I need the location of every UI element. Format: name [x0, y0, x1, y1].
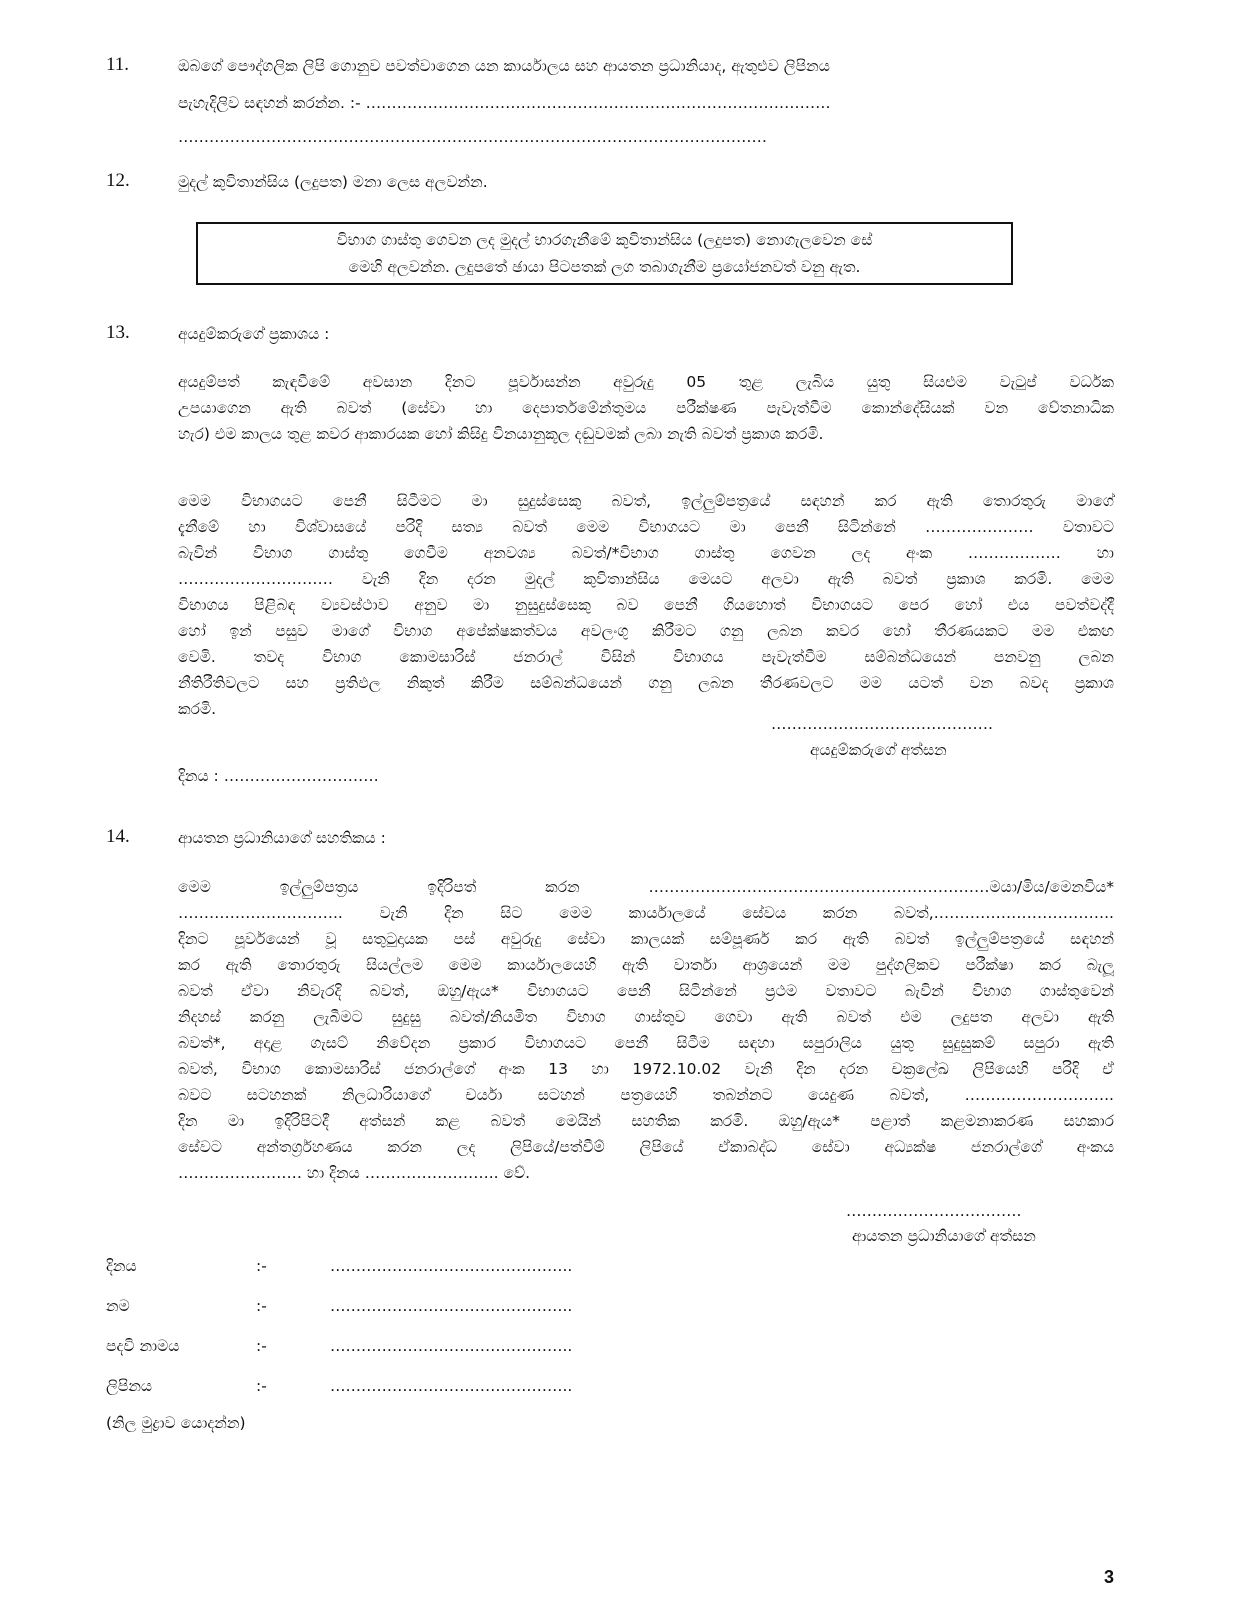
receipt-box-line-2: මෙහි අලවන්න. ලදුපතේ ඡායා පිටපතක් ලග තබාගැනීම ප්‍රයෝජනවත් වනු ඇත.	[348, 258, 861, 276]
field-separator: :-	[256, 1257, 267, 1275]
certificate-line: බවට සටහනක් නිලධාරියාගේ චර්යා සටහන් පත්‍රයෙහි තබන්නට යෙදුණ බවත්, ………………………..	[178, 1086, 1114, 1104]
section-12-text: මුදල් කුවිතාන්සිය (ලදුපත) මනා ලෙස අලවන්න.	[178, 173, 488, 191]
field-name-input[interactable]: ………………………………………..	[330, 1297, 573, 1315]
certificate-line: බවත් ඒවා නිවැරදි බවත්, ඔහු/ඇය* විභාගයට පෙනී සිටින්නේ ප්‍රථම වතාවට බැවින් විභාග ගාස්තුවෙන්	[178, 982, 1114, 1000]
declaration-p2-line: දැනීමේ හා විශ්වාසයේ පරිදි සත්‍ය බවත් මෙම විභාගයට මා පෙනී සිටින්නේ ………………… වතාවට	[178, 518, 1114, 536]
field-separator: :-	[256, 1297, 267, 1315]
declaration-p1-line: හැර) එම කාලය තුළ කවර ආකාරයක හෝ කිසිදු විනයානුකූල දඬුවමක් ලබා නැති බවත් ප්‍රකාශ කරමි.	[178, 425, 824, 443]
head-of-institution-certificate-paragraph	[178, 874, 1114, 1186]
certificate-line: දිනට පූර්වයෙන් වූ සතුටුදායක පස් අවුරුදු සේවා කාලයක් සම්පූර්ණ කර ඇති බවත් ඉල්ලුම්පත්‍රයේ සඳහන්	[178, 930, 1114, 948]
certificate-line: ………………………….. වැනි දින සිට මෙම කාර්යාලයේ සේවය කරන බවත්,……………………………..	[178, 904, 1114, 922]
declaration-p2-line: නීතිරීතිවලට සහ ප්‍රතිඵල නිකුත් කිරීම සම්බන්ධයෙන් ගනු ලබන තීරණවලට මම යටත් වන බවද ප්‍රකාශ	[178, 674, 1114, 692]
field-label-name: නම	[106, 1297, 130, 1315]
applicant-date-line: දිනය : …………………………	[178, 767, 379, 785]
section-12-number: 12.	[106, 170, 130, 191]
page-number: 3	[1104, 1567, 1115, 1587]
field-label-designation: පදවි නාමය	[106, 1337, 180, 1355]
applicant-signature-line: …………………………………….	[771, 715, 993, 733]
declaration-p2-line: වෙමි. තවද විභාග කොමසාරිස් ජනරාල් විසින් විභාගය පැවැත්වීම සම්බන්ධයෙන් පනවනු ලබන	[178, 648, 1114, 666]
declaration-p1-line: උපයාගෙන ඇති බවත් (සේවා හා දෙපාර්තමේන්තුමය පරීක්ෂණ පැවැත්වීම කොන්දේසියක් වන වේතනාධික	[178, 399, 1114, 417]
declaration-p2-line: කරමි.	[178, 700, 217, 718]
declaration-p2-line: හෝ ඉන් පසුව මාගේ විභාග අපේක්ෂකත්වය අවලංගු කිරීමට ගනු ලබන කවර හෝ තීරණයකට මම එකඟ	[178, 622, 1114, 640]
field-designation-input[interactable]: ………………………………………..	[330, 1337, 573, 1355]
declaration-p1-line: අයදුම්පත් කැඳවීමේ අවසාන දිනට පූර්වාසන්න අවුරුදු 05 තුළ ලැබිය යුතු සියළුම වැටුප් වර්ධක	[178, 373, 1114, 391]
certificate-line: නිදහස් කරනු ලැබීමට සුදුසු බවත්/නියමිත විභාග ගාස්තුව ගෙවා ඇති බවත් එම ලදුපත අලවා ඇති	[178, 1008, 1114, 1026]
field-date-input[interactable]: ………………………………………..	[330, 1257, 573, 1275]
receipt-box-line-1: විභාග ගාස්තු ගෙවන ලද මුදල් භාරගැනීමේ කුවිතාන්සිය (ලදුපත) නොගැලවෙන සේ	[336, 231, 873, 249]
certificate-line: සේවට අන්තර්ග්‍රහණය කරන ලද ලිපියේ/පත්වීම් ලිපියේ ඒකාබද්ධ සේවා අධ්‍යක්ෂ ජනරාල්ගේ අංකය	[178, 1138, 1114, 1156]
section-11-line-1: ඔබගේ පෞද්ගලික ලිපි ගොනුව පවත්වාගෙන යන කාර්යාලය සහ ආයතන ප්‍රධානියාද, ඇතුළුව ලිපිනය	[178, 57, 830, 75]
section-13-heading: අයදුම්කරුගේ ප්‍රකාශය :	[178, 325, 330, 343]
field-address-input[interactable]: ………………………………………..	[330, 1377, 573, 1395]
head-signature-line: …………………………….	[846, 1202, 1022, 1220]
applicant-signature-label: අයදුම්කරුගේ අත්සන	[810, 741, 947, 759]
head-signature-label: ආයතන ප්‍රධානියාගේ අත්සන	[852, 1227, 1036, 1245]
section-11-line-3: ……………………………………………………………………………………………………	[178, 128, 767, 146]
field-label-date: දිනය	[106, 1257, 137, 1275]
official-stamp-note: (නිල මුද්‍රාව යොදන්න)	[106, 1414, 246, 1432]
certificate-line: මෙම ඉල්ලුම්පත්‍රය ඉදිරිපත් කරන …………………………………………………………මයා/මිය/මෙනවිය*	[178, 878, 1114, 896]
section-11-line-2: පැහැදිලිව සඳහන් කරන්න. :- ………………………………………………………………………………	[178, 94, 831, 112]
declaration-p2-line: ………………………… වැනි දින දරන මුදල් කුවිතාන්සිය මෙයට අලවා ඇති බවත් ප්‍රකාශ කරමි. මෙම	[178, 570, 1114, 588]
certificate-line: බවත්*, අදාළ ගැසට් නිවේදන ප්‍රකාර විභාගයට පෙනී සිටීම සඳහා සපුරාලිය යුතු සුදුසුකම් සපුරා ඇති	[178, 1034, 1114, 1052]
field-label-address: ලිපිනය	[106, 1377, 153, 1395]
field-separator: :-	[256, 1377, 267, 1395]
declaration-p2-line: මෙම විභාගයට පෙනී සිටීමට මා සුදුස්සෙකු බවත්, ඉල්ලුම්පත්‍රයේ සඳහන් කර ඇති තොරතුරු මාගේ	[178, 492, 1114, 510]
certificate-line: බවත්, විභාග කොමසාරිස් ජනරාල්ගේ අංක 13 හා 1972.10.02 වැනි දින දරන චක්‍රලේඛ ලිපියෙහි පරිදි ඒ	[178, 1060, 1114, 1078]
certificate-line: කර ඇති තොරතුරු සියල්ලම මෙම කාර්යාලයෙහි ඇති වාර්තා ආශ්‍රයෙන් මම පුද්ගලිකව පරීක්ෂා කර බැලූ	[178, 956, 1114, 974]
declaration-p2-line: බැවින් විභාග ගාස්තු ගෙවීම අනවශ්‍ය බවත්/*විභාග ගාස්තු ගෙවන ලද අංක ……………… හා	[178, 544, 1114, 562]
declaration-p2-line: විභාගය පිළිබඳ ව්‍යවස්ථාව අනුව මා නුසුදුස්සෙකු බව පෙනී ගියහොත් විභාගයට පෙර හෝ එය පවත්වද්දී	[178, 596, 1114, 614]
section-14-number: 14.	[106, 826, 130, 847]
applicant-declaration-paragraph-1	[178, 369, 1114, 447]
certificate-line: …………………… හා දිනය …………………….. වේ.	[178, 1164, 531, 1182]
certificate-line: දින මා ඉදිරිපිටදී අත්සන් කළ බවත් මෙයින් සහතික කරමි. ඔහු/ඇය* පළාත් කළමනාකරණ සහකාර	[178, 1112, 1114, 1130]
section-11-number: 11.	[106, 54, 130, 75]
receipt-paste-box	[196, 222, 1013, 285]
section-14-heading: ආයතන ප්‍රධානියාගේ සහතිකය :	[178, 829, 386, 847]
section-13-number: 13.	[106, 322, 130, 343]
field-separator: :-	[256, 1337, 267, 1355]
applicant-declaration-paragraph-2	[178, 488, 1114, 722]
